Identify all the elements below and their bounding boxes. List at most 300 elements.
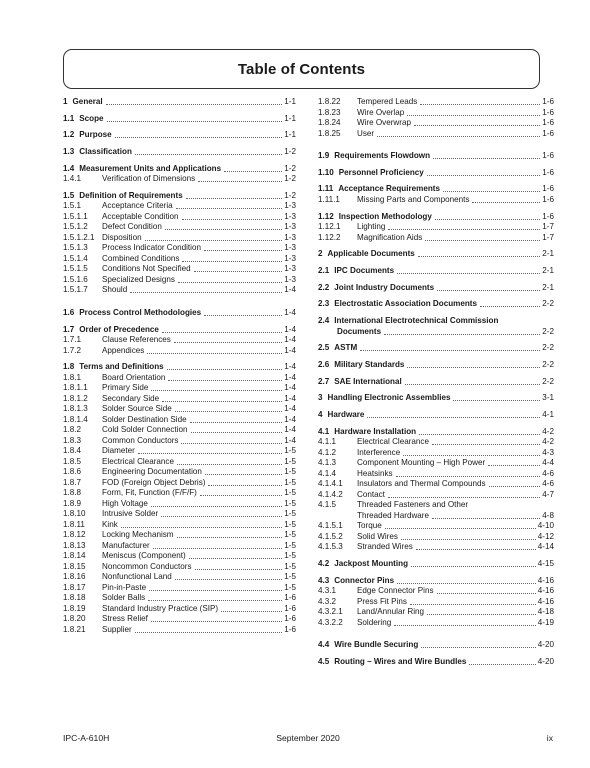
- toc-entry-page: 1-4: [284, 435, 296, 445]
- toc-entry[interactable]: [63, 562, 296, 573]
- toc-entry-number: 1.5.1.5: [63, 264, 88, 274]
- toc-entry[interactable]: [318, 437, 554, 448]
- dot-leader: [204, 315, 282, 316]
- toc-entry-title: Threaded Hardware: [357, 510, 429, 520]
- dot-leader: [174, 342, 282, 343]
- toc-entry-page: 1-5: [284, 530, 296, 540]
- toc-entry[interactable]: [63, 222, 296, 233]
- toc-entry[interactable]: [63, 233, 296, 244]
- toc-entry[interactable]: [318, 500, 554, 511]
- toc-entry-title: User: [357, 128, 375, 138]
- toc-entry[interactable]: [318, 410, 554, 421]
- toc-entry-number: 2.5: [318, 343, 330, 353]
- toc-entry[interactable]: [318, 427, 554, 438]
- dot-leader: [414, 125, 540, 126]
- dot-leader: [198, 181, 282, 182]
- dot-leader: [204, 250, 282, 251]
- dot-leader: [396, 476, 541, 477]
- toc-entry-page: 1-3: [284, 201, 296, 211]
- dot-leader: [168, 380, 282, 381]
- toc-entry-page: 4-20: [537, 656, 554, 666]
- toc-entry[interactable]: [63, 201, 296, 212]
- toc-entry-number: 1.8.1.2: [63, 393, 88, 403]
- toc-entry[interactable]: [63, 446, 296, 457]
- toc-entry[interactable]: [63, 551, 296, 562]
- toc-entry-page: 1-2: [284, 190, 296, 200]
- toc-entry-page: 1-4: [284, 404, 296, 414]
- toc-entry-page: 2-2: [542, 299, 554, 309]
- toc-entry[interactable]: [318, 195, 554, 206]
- dot-leader: [162, 332, 282, 333]
- toc-entry-page: 4-10: [537, 521, 554, 531]
- toc-column-left: [63, 97, 296, 635]
- dot-leader: [189, 558, 283, 559]
- toc-entry-title: Contact: [357, 489, 385, 499]
- toc-entry-number: 4.1.5: [318, 500, 337, 510]
- page-title: Table of Contents: [237, 60, 366, 78]
- toc-entry-title: Edge Connector Pins: [357, 586, 434, 595]
- toc-entry-number: 1.8.15: [63, 561, 86, 571]
- toc-entry-title: Wire Bundle Securing: [334, 640, 419, 649]
- dot-leader: [176, 208, 283, 209]
- toc-entry-page: 1-5: [284, 446, 296, 456]
- dot-leader: [384, 334, 540, 335]
- toc-entry[interactable]: [63, 264, 296, 275]
- toc-entry-number: 1.8.1.4: [63, 414, 88, 424]
- toc-entry[interactable]: [63, 325, 296, 336]
- toc-entry-title: Electrostatic Association Documents: [334, 299, 477, 309]
- toc-entry-page: 1-2: [284, 147, 296, 157]
- dot-leader: [182, 261, 282, 262]
- toc-entry[interactable]: [318, 108, 554, 119]
- toc-entry[interactable]: [63, 174, 296, 185]
- toc-entry-page: 4-16: [537, 575, 554, 585]
- toc-entry[interactable]: [63, 346, 296, 357]
- toc-entry-page: 1-4: [284, 372, 296, 382]
- footer-page-number: ix: [546, 733, 553, 743]
- toc-entry-number: 1.8.21: [63, 624, 86, 634]
- toc-entry[interactable]: [318, 249, 554, 260]
- dot-leader: [432, 518, 540, 519]
- dot-leader: [388, 229, 540, 230]
- toc-entry-title: Acceptable Condition: [102, 211, 179, 221]
- dot-leader: [205, 474, 282, 475]
- toc-entry-title: Standard Industry Practice (SIP): [102, 603, 219, 613]
- toc-entry-number: 1.5.1.6: [63, 274, 88, 284]
- toc-entry[interactable]: [63, 583, 296, 594]
- toc-entry-title: Kink: [102, 519, 118, 529]
- toc-entry-page: 1-3: [284, 274, 296, 284]
- toc-entry-number: 4.1.5.2: [318, 531, 343, 541]
- dot-leader: [427, 614, 536, 615]
- toc-entry-page: 4-2: [542, 437, 554, 447]
- toc-entry-page: 4-14: [537, 542, 554, 552]
- toc-entry[interactable]: [63, 604, 296, 615]
- toc-entry[interactable]: [63, 509, 296, 520]
- toc-entry[interactable]: [318, 640, 554, 651]
- toc-entry[interactable]: [63, 275, 296, 286]
- toc-entry-page: 1-3: [284, 264, 296, 274]
- dot-leader: [407, 367, 540, 368]
- toc-entry-number: 4.5: [318, 656, 330, 666]
- toc-entry[interactable]: [318, 212, 554, 223]
- toc-entry[interactable]: [318, 343, 554, 354]
- toc-entry-number: 4.3.2.1: [318, 607, 343, 616]
- toc-entry-title: FOD (Foreign Object Debris): [102, 477, 206, 487]
- toc-entry-page: 1-4: [284, 425, 296, 435]
- toc-entry[interactable]: [318, 576, 554, 587]
- toc-entry[interactable]: [63, 164, 296, 175]
- toc-entry[interactable]: [318, 97, 554, 108]
- dot-leader: [419, 434, 540, 435]
- dot-leader: [181, 443, 282, 444]
- toc-entry-number: 1.5.1.2.1: [63, 232, 95, 242]
- toc-entry[interactable]: [318, 283, 554, 294]
- toc-entry-page: 4-3: [542, 447, 554, 457]
- toc-entry-page: 1-5: [284, 477, 296, 487]
- toc-entry-page: 1-5: [284, 551, 296, 561]
- toc-entry-number: 1.8.11: [63, 519, 85, 529]
- page-footer: [63, 733, 553, 743]
- toc-entry-page: 1-4: [284, 414, 296, 424]
- toc-entry-number: 1.11.1: [318, 194, 340, 204]
- dot-leader: [194, 271, 283, 272]
- toc-entry-number: 4.1.5.1: [318, 521, 343, 531]
- toc-entry-number: 1.8.13: [63, 540, 86, 550]
- toc-entry[interactable]: [63, 614, 296, 625]
- toc-entry[interactable]: [63, 147, 296, 158]
- toc-entry-page: 1-3: [284, 253, 296, 263]
- dot-leader: [418, 256, 541, 257]
- dot-leader: [427, 175, 541, 176]
- toc-entry-title: Order of Precedence: [79, 324, 159, 334]
- toc-entry-title: Handling Electronic Assemblies: [327, 393, 451, 403]
- toc-entry-page: 1-4: [284, 362, 296, 372]
- toc-entry[interactable]: [63, 436, 296, 447]
- toc-entry-title: Defect Condition: [102, 222, 162, 232]
- toc-entry-page: 1-6: [542, 128, 554, 138]
- toc-entry[interactable]: [63, 530, 296, 541]
- toc-entry-title: Solder Destination Side: [102, 414, 187, 424]
- toc-entry-title: Electrical Clearance: [102, 456, 174, 466]
- toc-entry[interactable]: [63, 415, 296, 426]
- toc-entry[interactable]: [63, 243, 296, 254]
- toc-entry-page: 2-1: [542, 265, 554, 275]
- toc-entry-number: 4.1.5.3: [318, 542, 343, 552]
- toc-entry[interactable]: [318, 266, 554, 277]
- toc-entry-number: 4.2: [318, 558, 330, 568]
- toc-entry[interactable]: [63, 97, 296, 108]
- toc-entry-page: 1-6: [542, 107, 554, 117]
- toc-entry-page: 3-1: [542, 393, 554, 403]
- toc-entry[interactable]: [63, 285, 296, 296]
- dot-leader: [130, 292, 282, 293]
- toc-entry[interactable]: [318, 469, 554, 480]
- toc-entry-title: Noncommon Conductors: [102, 561, 192, 571]
- toc-entry-title: Cold Solder Connection: [102, 425, 188, 435]
- toc-entry[interactable]: [318, 316, 554, 327]
- toc-entry-title: Combined Conditions: [102, 253, 180, 263]
- toc-entry[interactable]: [63, 373, 296, 384]
- footer-date: September 2020: [276, 733, 340, 743]
- toc-entry[interactable]: [63, 335, 296, 346]
- toc-entry-page: 1-3: [284, 243, 296, 253]
- dot-leader: [145, 240, 283, 241]
- toc-entry[interactable]: [63, 254, 296, 265]
- dot-leader: [416, 549, 536, 550]
- toc-entry[interactable]: [63, 541, 296, 552]
- toc-entry-page: 1-4: [284, 285, 296, 295]
- toc-entry-number: 2.4: [318, 316, 330, 325]
- toc-entry-number: 1.8.6: [63, 467, 82, 477]
- dot-leader: [177, 464, 282, 465]
- toc-entry-page: 1-5: [284, 540, 296, 550]
- toc-entry[interactable]: [63, 572, 296, 583]
- toc-entry-page: 4-20: [537, 640, 554, 649]
- dot-leader: [443, 191, 540, 192]
- toc-entry-title: Personnel Proficiency: [338, 167, 424, 177]
- dot-leader: [186, 198, 283, 199]
- toc-entry[interactable]: [318, 479, 554, 490]
- toc-entry-title: Solder Source Side: [102, 404, 172, 414]
- toc-entry-title: Heatsinks: [357, 468, 393, 478]
- toc-entry-title: Electrical Clearance: [357, 437, 429, 447]
- toc-entry-number: 1.8.1.1: [63, 383, 88, 393]
- toc-entry[interactable]: [63, 191, 296, 202]
- toc-entry[interactable]: [318, 559, 554, 570]
- toc-entry-title: Primary Side: [102, 383, 149, 393]
- toc-entry-page: 1-5: [284, 456, 296, 466]
- toc-entry-page: 1-6: [284, 593, 296, 603]
- toc-entry-number: 1.3: [63, 147, 75, 157]
- dot-leader: [135, 154, 282, 155]
- toc-entry-number: 4.3: [318, 575, 330, 585]
- toc-entry-number: 1.5.1.4: [63, 253, 88, 263]
- toc-entry-number: 4.3.1: [318, 586, 337, 595]
- toc-entry-title: Insulators and Thermal Compounds: [357, 479, 486, 489]
- toc-entry[interactable]: [63, 383, 296, 394]
- dot-leader: [488, 465, 540, 466]
- toc-entry-title: Nonfunctional Land: [102, 572, 172, 582]
- toc-entry[interactable]: [318, 233, 554, 244]
- toc-entry-number: 1.8.16: [63, 572, 86, 582]
- toc-entry-title: Land/Annular Ring: [357, 607, 425, 616]
- toc-entry[interactable]: [318, 360, 554, 371]
- dot-leader: [151, 390, 282, 391]
- toc-entry-page: 1-2: [284, 163, 296, 173]
- toc-entry[interactable]: [318, 377, 554, 388]
- toc-entry-number: 1.8: [63, 362, 75, 372]
- toc-entry-title: Press Fit Pins: [357, 596, 407, 606]
- toc-entry-number: 2: [318, 249, 323, 259]
- toc-entry-number: 1.8.20: [63, 614, 86, 624]
- toc-entry[interactable]: [318, 184, 554, 195]
- toc-entry[interactable]: [318, 597, 554, 608]
- toc-entry[interactable]: [318, 118, 554, 129]
- toc-entry-title: Conditions Not Specified: [102, 264, 191, 274]
- toc-entry-title: General: [72, 97, 103, 106]
- toc-entry[interactable]: [63, 520, 296, 531]
- toc-entry[interactable]: [318, 607, 554, 618]
- dot-leader: [149, 590, 282, 591]
- toc-entry-title: International Electrotechnical Commission: [334, 316, 499, 325]
- toc-entry-number: 1.5.1: [63, 201, 82, 211]
- toc-entry[interactable]: [318, 542, 554, 553]
- toc-entry[interactable]: [318, 586, 554, 597]
- toc-entry-number: 1.10: [318, 167, 334, 177]
- toc-entry-title: Jackpost Mounting: [334, 558, 409, 568]
- dot-leader: [407, 115, 540, 116]
- toc-entry-page: 4-2: [542, 426, 554, 436]
- toc-entry[interactable]: [63, 593, 296, 604]
- dot-leader: [121, 527, 283, 528]
- toc-entry-number: 1.5: [63, 190, 75, 200]
- toc-entry[interactable]: [318, 448, 554, 459]
- toc-entry-page: 2-2: [542, 359, 554, 369]
- toc-entry-title: Common Conductors: [102, 435, 179, 445]
- dot-leader: [190, 422, 283, 423]
- dot-leader: [224, 171, 282, 172]
- toc-entry-page: 1-6: [542, 194, 554, 204]
- toc-entry[interactable]: [63, 362, 296, 373]
- toc-entry-title: Process Indicator Condition: [102, 243, 201, 253]
- toc-entry[interactable]: [63, 457, 296, 468]
- toc-entry-number: 1.7.1: [63, 335, 82, 345]
- dot-leader: [480, 306, 540, 307]
- toc-entry-title: Supplier: [102, 624, 132, 634]
- toc-entry[interactable]: [318, 618, 554, 629]
- dot-leader: [420, 104, 540, 105]
- toc-entry[interactable]: [318, 532, 554, 543]
- toc-entry-title: Scope: [79, 113, 104, 123]
- toc-entry-title: Military Standards: [334, 359, 405, 369]
- toc-entry-title: Intrusive Solder: [102, 509, 159, 519]
- toc-entry[interactable]: [318, 393, 554, 404]
- dot-leader: [200, 495, 282, 496]
- toc-entry-page: 4-1: [542, 409, 554, 419]
- dot-leader: [432, 444, 540, 445]
- toc-entry-title: Component Mounting – High Power: [357, 458, 486, 468]
- toc-entry[interactable]: [63, 404, 296, 415]
- toc-entry-number: 1.8.2: [63, 425, 82, 435]
- dot-leader: [367, 417, 540, 418]
- toc-entry-page: 4-12: [537, 531, 554, 541]
- toc-entry-title: Magnification Aids: [357, 232, 423, 242]
- toc-entry-title: Threaded Fasteners and Other: [357, 500, 469, 510]
- toc-entry[interactable]: [318, 511, 554, 522]
- toc-entry-title: Missing Parts and Components: [357, 194, 470, 204]
- toc-entry-page: 1-2: [284, 174, 296, 184]
- toc-entry-page: 2-2: [542, 376, 554, 386]
- dot-leader: [182, 219, 283, 220]
- toc-column-right: [318, 97, 554, 667]
- toc-entry-page: 2-2: [542, 343, 554, 353]
- dot-leader: [106, 104, 283, 105]
- toc-entry-number: 4.1.1: [318, 437, 337, 447]
- toc-entry[interactable]: [63, 394, 296, 405]
- toc-entry[interactable]: [63, 130, 296, 141]
- toc-entry[interactable]: [318, 458, 554, 469]
- toc-entry-page: 4-6: [542, 468, 554, 478]
- toc-entry[interactable]: [63, 499, 296, 510]
- toc-entry-number: 1.7.2: [63, 345, 82, 355]
- toc-entry-page: 1-3: [284, 222, 296, 232]
- toc-entry[interactable]: [63, 212, 296, 223]
- toc-entry-number: 1.8.18: [63, 593, 86, 603]
- dot-leader: [437, 290, 540, 291]
- toc-entry-page: 1-5: [284, 488, 296, 498]
- toc-entry-title: Wire Overwrap: [357, 118, 411, 127]
- dot-leader: [161, 516, 282, 517]
- toc-entry-page: 4-8: [542, 510, 554, 520]
- toc-entry-number: 1.6: [63, 307, 75, 317]
- toc-entry-page: 1-5: [284, 519, 296, 529]
- toc-entry-title: Terms and Definitions: [79, 362, 164, 372]
- toc-entry[interactable]: [318, 129, 554, 140]
- toc-entry-title: Definition of Requirements: [79, 190, 183, 200]
- toc-entry-title: IPC Documents: [334, 265, 395, 275]
- dot-leader: [135, 632, 283, 633]
- toc-entry-page: 1-7: [542, 222, 554, 232]
- toc-entry[interactable]: [63, 467, 296, 478]
- toc-entry-number: 1.9: [318, 151, 330, 160]
- toc-entry-title: Soldering: [357, 617, 392, 627]
- toc-entry-title: Stranded Wires: [357, 542, 413, 552]
- toc-entry[interactable]: [63, 478, 296, 489]
- toc-entry-page: 2-2: [542, 326, 554, 336]
- toc-entry-title: Interference: [357, 447, 401, 457]
- toc-entry-title: Hardware: [327, 409, 365, 419]
- toc-entry[interactable]: [318, 521, 554, 532]
- toc-entry-title: ASTM: [334, 343, 358, 353]
- toc-entry[interactable]: [63, 488, 296, 499]
- toc-entry[interactable]: [318, 657, 554, 668]
- toc-entry-page: 1-6: [284, 603, 296, 613]
- toc-entry-number: 1.4.1: [63, 174, 82, 184]
- toc-entry-number: 1.8.12: [63, 530, 86, 540]
- toc-entry[interactable]: [318, 168, 554, 179]
- toc-entry-page: 4-6: [542, 479, 554, 489]
- toc-entry[interactable]: [318, 490, 554, 501]
- toc-entry[interactable]: [63, 625, 296, 636]
- toc-entry-title: Stress Relief: [102, 614, 148, 624]
- toc-entry-number: 1.8.10: [63, 509, 86, 519]
- toc-entry-page: 2-1: [542, 282, 554, 292]
- toc-entry[interactable]: [318, 299, 554, 310]
- toc-entry[interactable]: [63, 425, 296, 436]
- toc-entry-title: Documents: [337, 326, 382, 336]
- toc-entry[interactable]: [63, 114, 296, 125]
- toc-entry-title: Should: [102, 285, 128, 295]
- dot-leader: [167, 369, 283, 370]
- toc-entry-number: 2.2: [318, 282, 330, 292]
- toc-entry-number: 1.5.1.1: [63, 211, 88, 221]
- toc-entry[interactable]: [318, 222, 554, 233]
- toc-entry-number: 1.8.9: [63, 498, 82, 508]
- dot-leader: [388, 497, 540, 498]
- toc-entry[interactable]: [318, 151, 554, 162]
- toc-entry-title: Solder Balls: [102, 593, 146, 603]
- dot-leader: [178, 282, 282, 283]
- toc-entry-page: 1-7: [542, 232, 554, 242]
- toc-entry[interactable]: [318, 327, 554, 338]
- toc-entry[interactable]: [63, 308, 296, 319]
- toc-entry-page: 1-6: [542, 97, 554, 106]
- dot-leader: [435, 219, 540, 220]
- dot-leader: [175, 411, 283, 412]
- toc-entry-number: 1.8.7: [63, 477, 82, 487]
- toc-entry-number: 1.5.1.3: [63, 243, 88, 253]
